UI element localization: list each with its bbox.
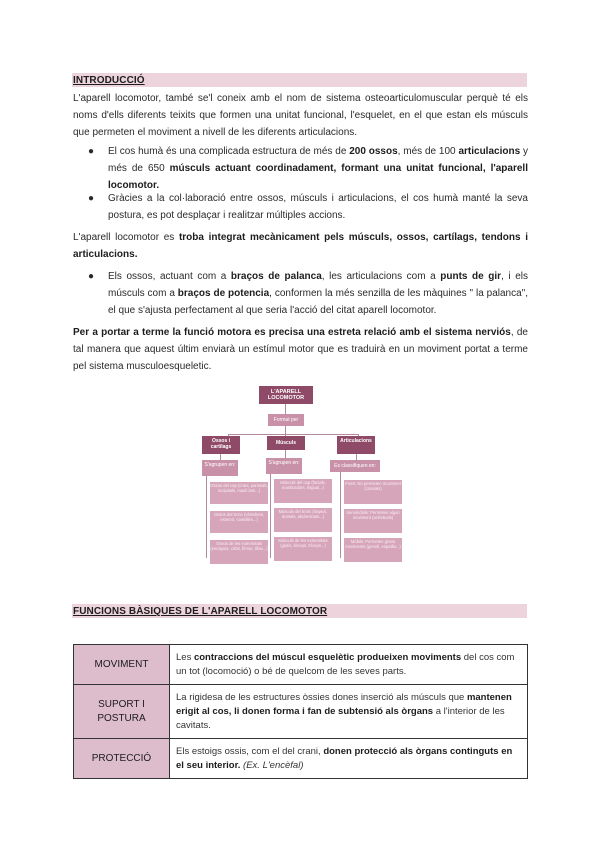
map-format: Format per <box>268 414 304 426</box>
intro-paragraph-1: L'aparell locomotor, també se'l coneix amb el nom de sistema osteoarticulomuscular perquè té els noms d'ells diferents teixits que formen una unitat funcional, l'esquelet, en el que estan els músculs que permeten el moviment a nivell de les diferents articulacions. <box>73 93 528 138</box>
intro-heading: INTRODUCCIÓ <box>73 75 145 86</box>
bullet-bones-count: ● El cos humà és una complicada estructura de més de 200 ossos, més de 100 articulacions y més de 650 músculs actuant coordinadament, formant una unitat funcional, l'aparell locomotor. <box>88 143 528 194</box>
table-row <box>74 645 528 685</box>
intro-paragraph-2: L'aparell locomotor es troba integrat mecànicament pels músculs, ossos, cartílags, tendons i articulacions. <box>73 232 528 260</box>
table-row <box>74 685 528 739</box>
map-group-joints: Es classifiquen en: <box>330 460 380 472</box>
map-branch-bones: Ossos i cartílags <box>202 436 240 454</box>
map-item: Ossos del cap (crani, parietals, occipitals, maxil·lars...) <box>210 482 268 504</box>
bullet-collaboration: ● Gràcies a la col·laboració entre ossos, músculs i articulacions, el cos humà manté la seva postura, es pot desplaçar i realitzar múltiples accions. <box>88 190 528 224</box>
map-item: Ossos del tronc (vèrtebres, esternó, costelles...) <box>210 511 268 533</box>
map-group-bones: S'agrupen en: <box>202 460 238 476</box>
map-branch-muscles: Músculs <box>267 436 305 450</box>
row-label: PROTECCIÓ <box>74 739 170 779</box>
map-item: Fixes: No permeten moviment (cranials) <box>344 480 402 504</box>
row-description: La rigidesa de les estructures òssies dones inserció als músculs que mantenen erigit al cos, li donen forma i fan de subtensió als òrgans a l'interior de les cavitats. <box>170 685 528 739</box>
funcions-heading: FUNCIONS BÀSIQUES DE L'APARELL LOCOMOTOR <box>73 606 328 617</box>
row-description: Les contraccions del múscul esquelètic produeixen moviments del cos com un tot (locomoció) o bé de quelcom de les seves parts. <box>170 645 528 685</box>
map-branch-joints: Articulacions <box>337 436 375 454</box>
row-label: MOVIMENT <box>74 645 170 685</box>
map-item: Músculs de les extremitats (glutis, bíceps, tríceps...) <box>274 537 332 561</box>
map-item: Músculs del tronc (trapezi, dorsals, abdominals...) <box>274 508 332 532</box>
map-item: Ossos de les extremitats (escàpula, cúbit, fèmur, tíbia...) <box>210 540 268 564</box>
row-label: SUPORT I POSTURA <box>74 685 170 739</box>
row-description: Els estoigs ossis, com el del crani, donen protecció als òrgans continguts en el seu interior. (Ex. L'encèfal) <box>170 739 528 779</box>
bullet-dot: ● <box>88 193 95 204</box>
intro-paragraph-3: Per a portar a terme la funció motora es precisa una estreta relació amb el sistema nerviós, de tal manera que aquest últim enviarà un estímul motor que es traduirà en un moviment portat a terme pel sistema musculoesqueletic. <box>73 327 528 372</box>
map-item: Músculs del cap (facials, masticadors, lingual...) <box>274 479 332 503</box>
bullet-dot: ● <box>88 271 95 282</box>
bullet-lever: ● Els ossos, actuant com a braços de palanca, les articulacions com a punts de gir, i els músculs com a braços de potencia, conformen la més senzilla de les màquines " la palanca", el que s'ajusta perfectament al que seria l'acció del citat aparell locomotor. <box>88 268 528 319</box>
bullet-dot: ● <box>88 146 95 157</box>
map-item: Mòbils: Permeten grans moviments (genoll, espatlla...) <box>344 538 402 562</box>
map-item: Semimòbils: Permeten algun moviment (vertebrals) <box>344 509 402 533</box>
functions-table <box>73 644 528 779</box>
table-row <box>74 739 528 779</box>
map-group-muscles: S'agrupen en: <box>266 458 302 474</box>
map-root: L'APARELL LOCOMOTOR <box>259 386 313 404</box>
